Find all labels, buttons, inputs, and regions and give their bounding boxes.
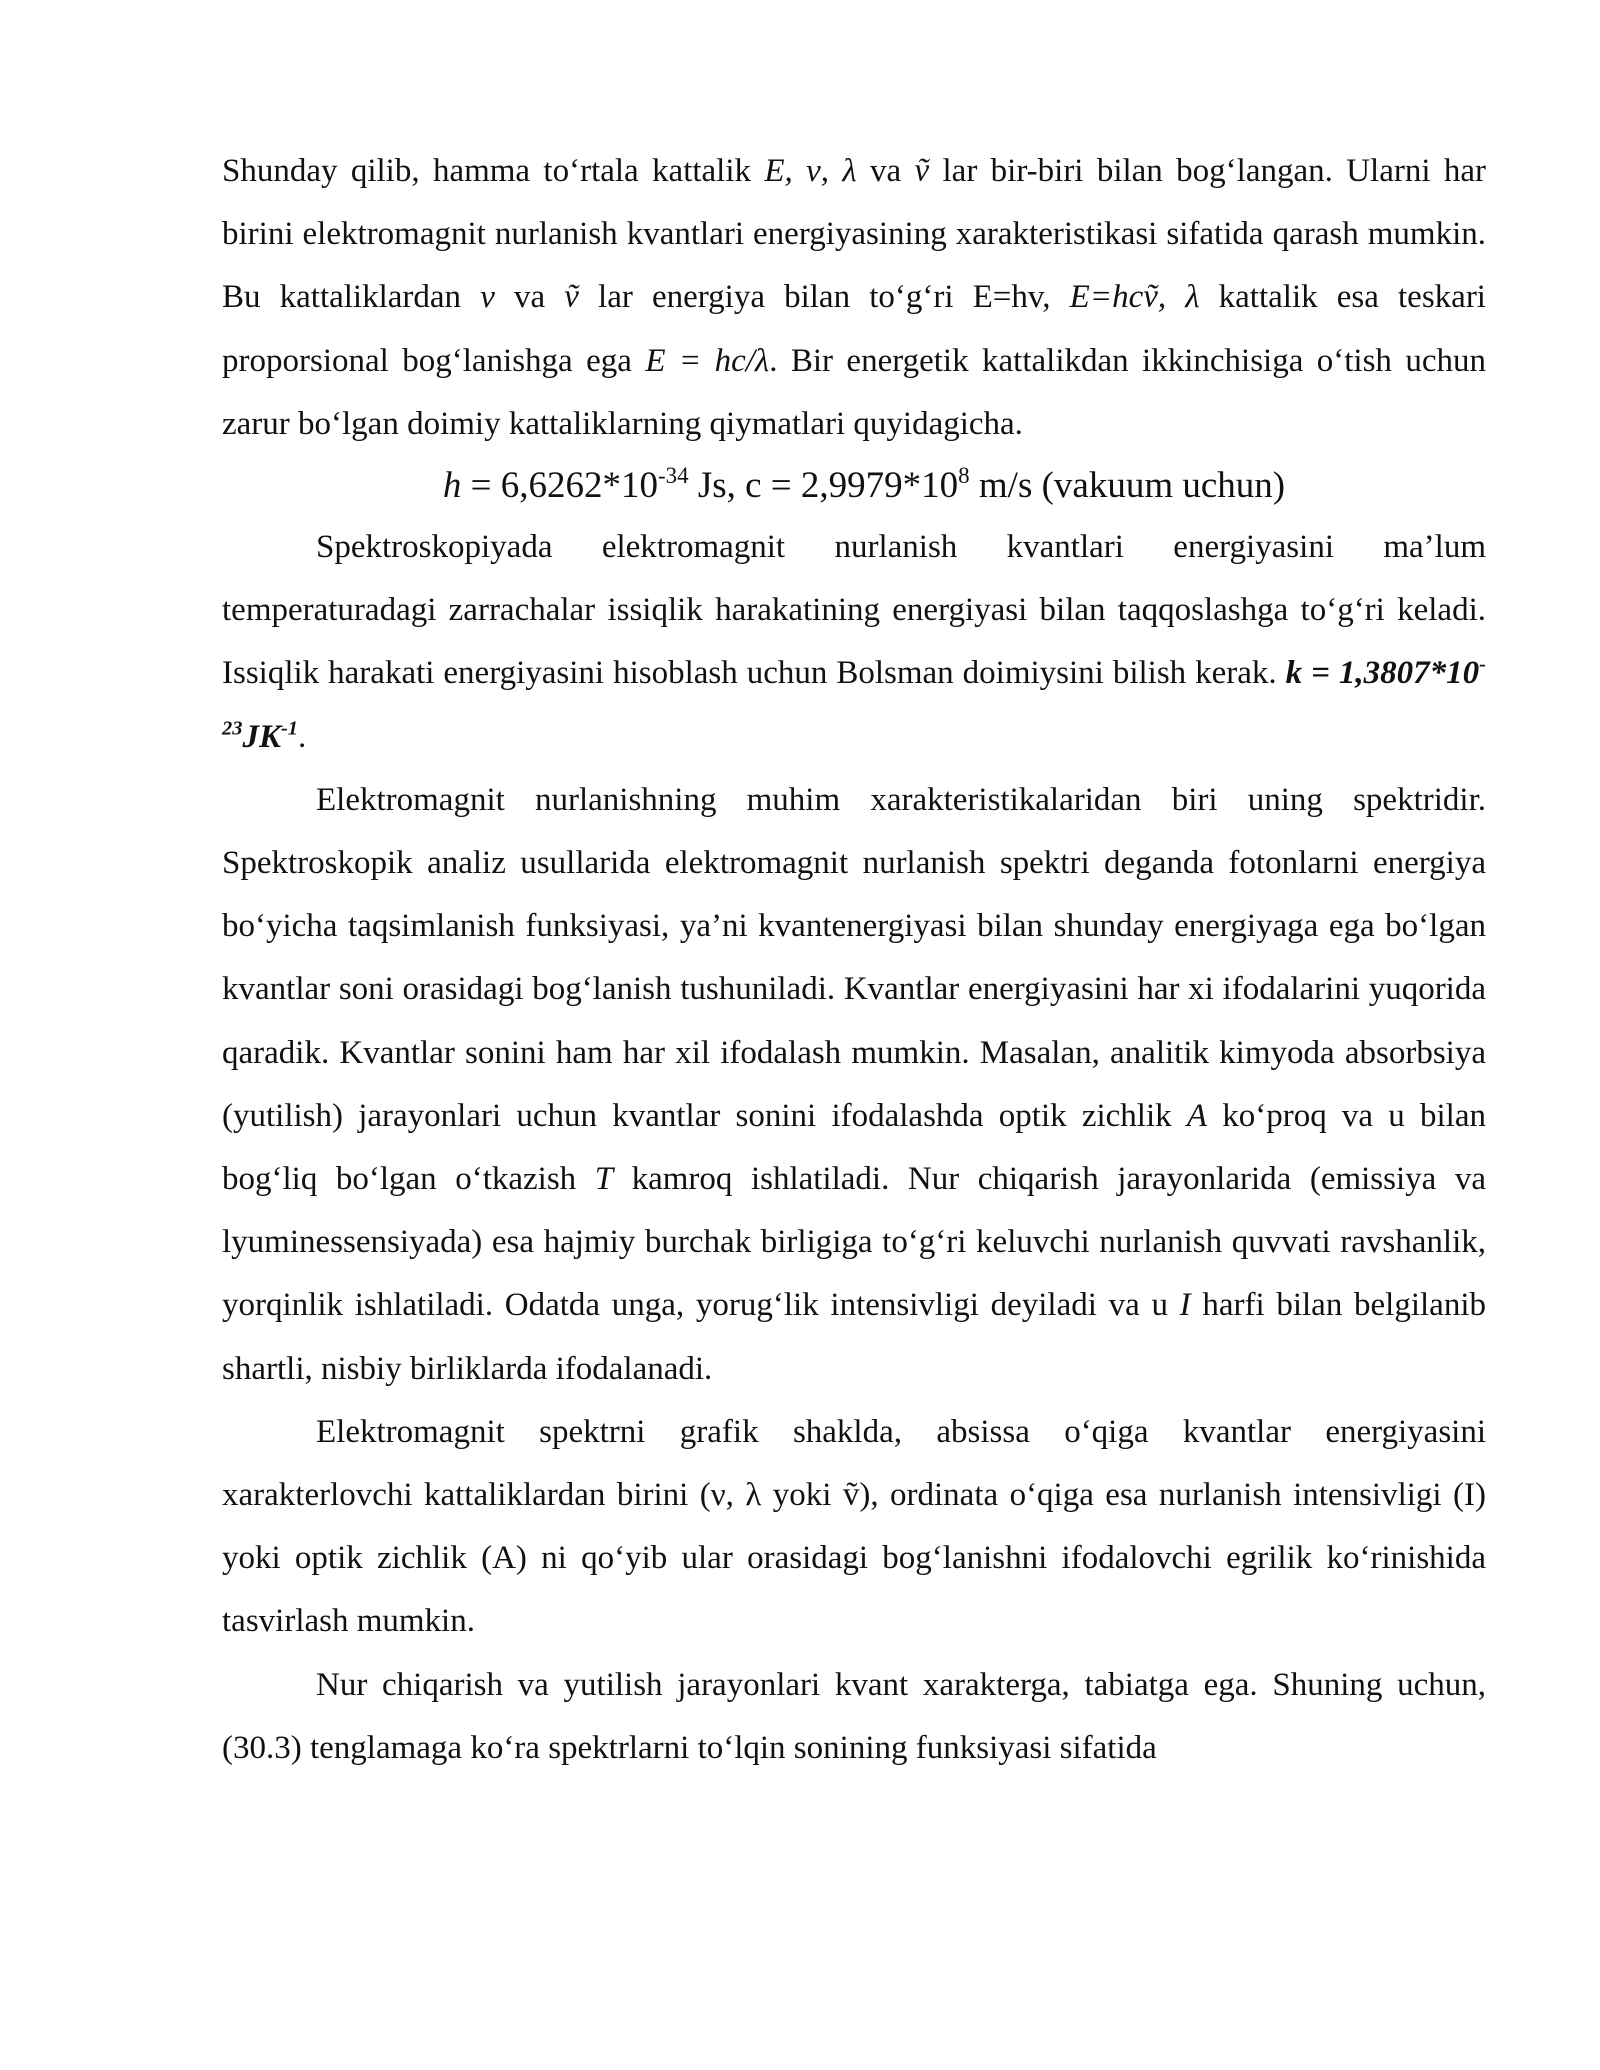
paragraph-4: Elektromagnit spektrni grafik shaklda, absissa o‘qiga kvantlar energiyasini xarakterlovchi kattaliklardan birini (ν, λ yoki ṽ), ordinata o‘qiga esa nurlanish intensivligi (I) yoki optik zichlik (A) ni qo‘yib ular orasidagi bog‘lanishni ifodalovchi egrilik ko‘rinishida tasvirlash mumkin. bbox=[222, 1413, 1486, 1640]
constants-formula: $h = 6,6262*10^{-34}$ Js, $c = 2,9979*10^8$ m/s (vakuum uchun) bbox=[442, 462, 1286, 507]
paragraph-1: Shunday qilib, hamma to‘rtala kattalik E, ν, λ va ṽ lar bir-biri bilan bog‘langan. Ularni har birini elektromagnit nurlanish kvantlari energiyasining xarakteristikasi sifatida qarash mumkin. Bu kattaliklardan ν va ṽ lar energiya bilan to‘g‘ri E=hv, E=hcṽ, λ kattalik esa teskari proporsional bog‘lanishga ega E = hc/λ. Bir energetik kattalikdan ikkinchisiga o‘tish uchun zarur bo‘lgan doimiy kattaliklarning qiymatlari quyidagicha. bbox=[222, 153, 1486, 442]
boltzmann-constant: $k = 1,3807*10^{-23}JK^{-1}$ bbox=[222, 653, 1486, 755]
paragraph-3: Elektromagnit nurlanishning muhim xarakteristikalaridan biri uning spektridir. Spektroskopik analiz usullarida elektromagnit nurlanish spektri deganda fotonlarni energiya bo‘yicha taqsimlanish funksiyasi, ya’ni kvantenergiyasi bilan shunday energiyaga ega bo‘lgan kvantlar soni orasidagi bog‘lanish tushuniladi. Kvantlar energiyasini har xi ifodalarini yuqorida qaradik. Kvantlar sonini ham har xil ifodalash mumkin. Masalan, analitik kimyoda absorbsiya (yutilish) jarayonlari uchun kvantlar sonini ifodalashda optik zichlik A ko‘proq va u bilan bog‘liq bo‘lgan o‘tkazish T kamroq ishlatiladi. Nur chiqarish jarayonlarida (emissiya va lyuminessensiyada) esa hajmiy burchak birligiga to‘g‘ri keluvchi nurlanish quvvati ravshanlik, yorqinlik ishlatiladi. Odatda unga, yorug‘lik intensivligi deyiladi va u I harfi bilan belgilanib shartli, nisbiy birliklarda ifodalanadi. bbox=[222, 781, 1486, 1387]
paragraph-2: Spektroskopiyada elektromagnit nurlanish kvantlari energiyasini ma’lum temperaturadagi zarrachalar issiqlik harakatining energiyasi bilan taqqoslashga to‘g‘ri keladi. Issiqlik harakati energiyasini hisoblash uchun Bolsman doimiysini bilish kerak. $k = 1,3807*10^{-23}JK^{-1}$. bbox=[222, 529, 1486, 755]
document-page bbox=[222, 140, 1486, 1780]
paragraph-5: Nur chiqarish va yutilish jarayonlari kvant xarakterga, tabiatga ega. Shuning uchun, (30.3) tenglamaga ko‘ra spektrlarni to‘lqin sonining funksiyasi sifatida bbox=[222, 1666, 1486, 1766]
